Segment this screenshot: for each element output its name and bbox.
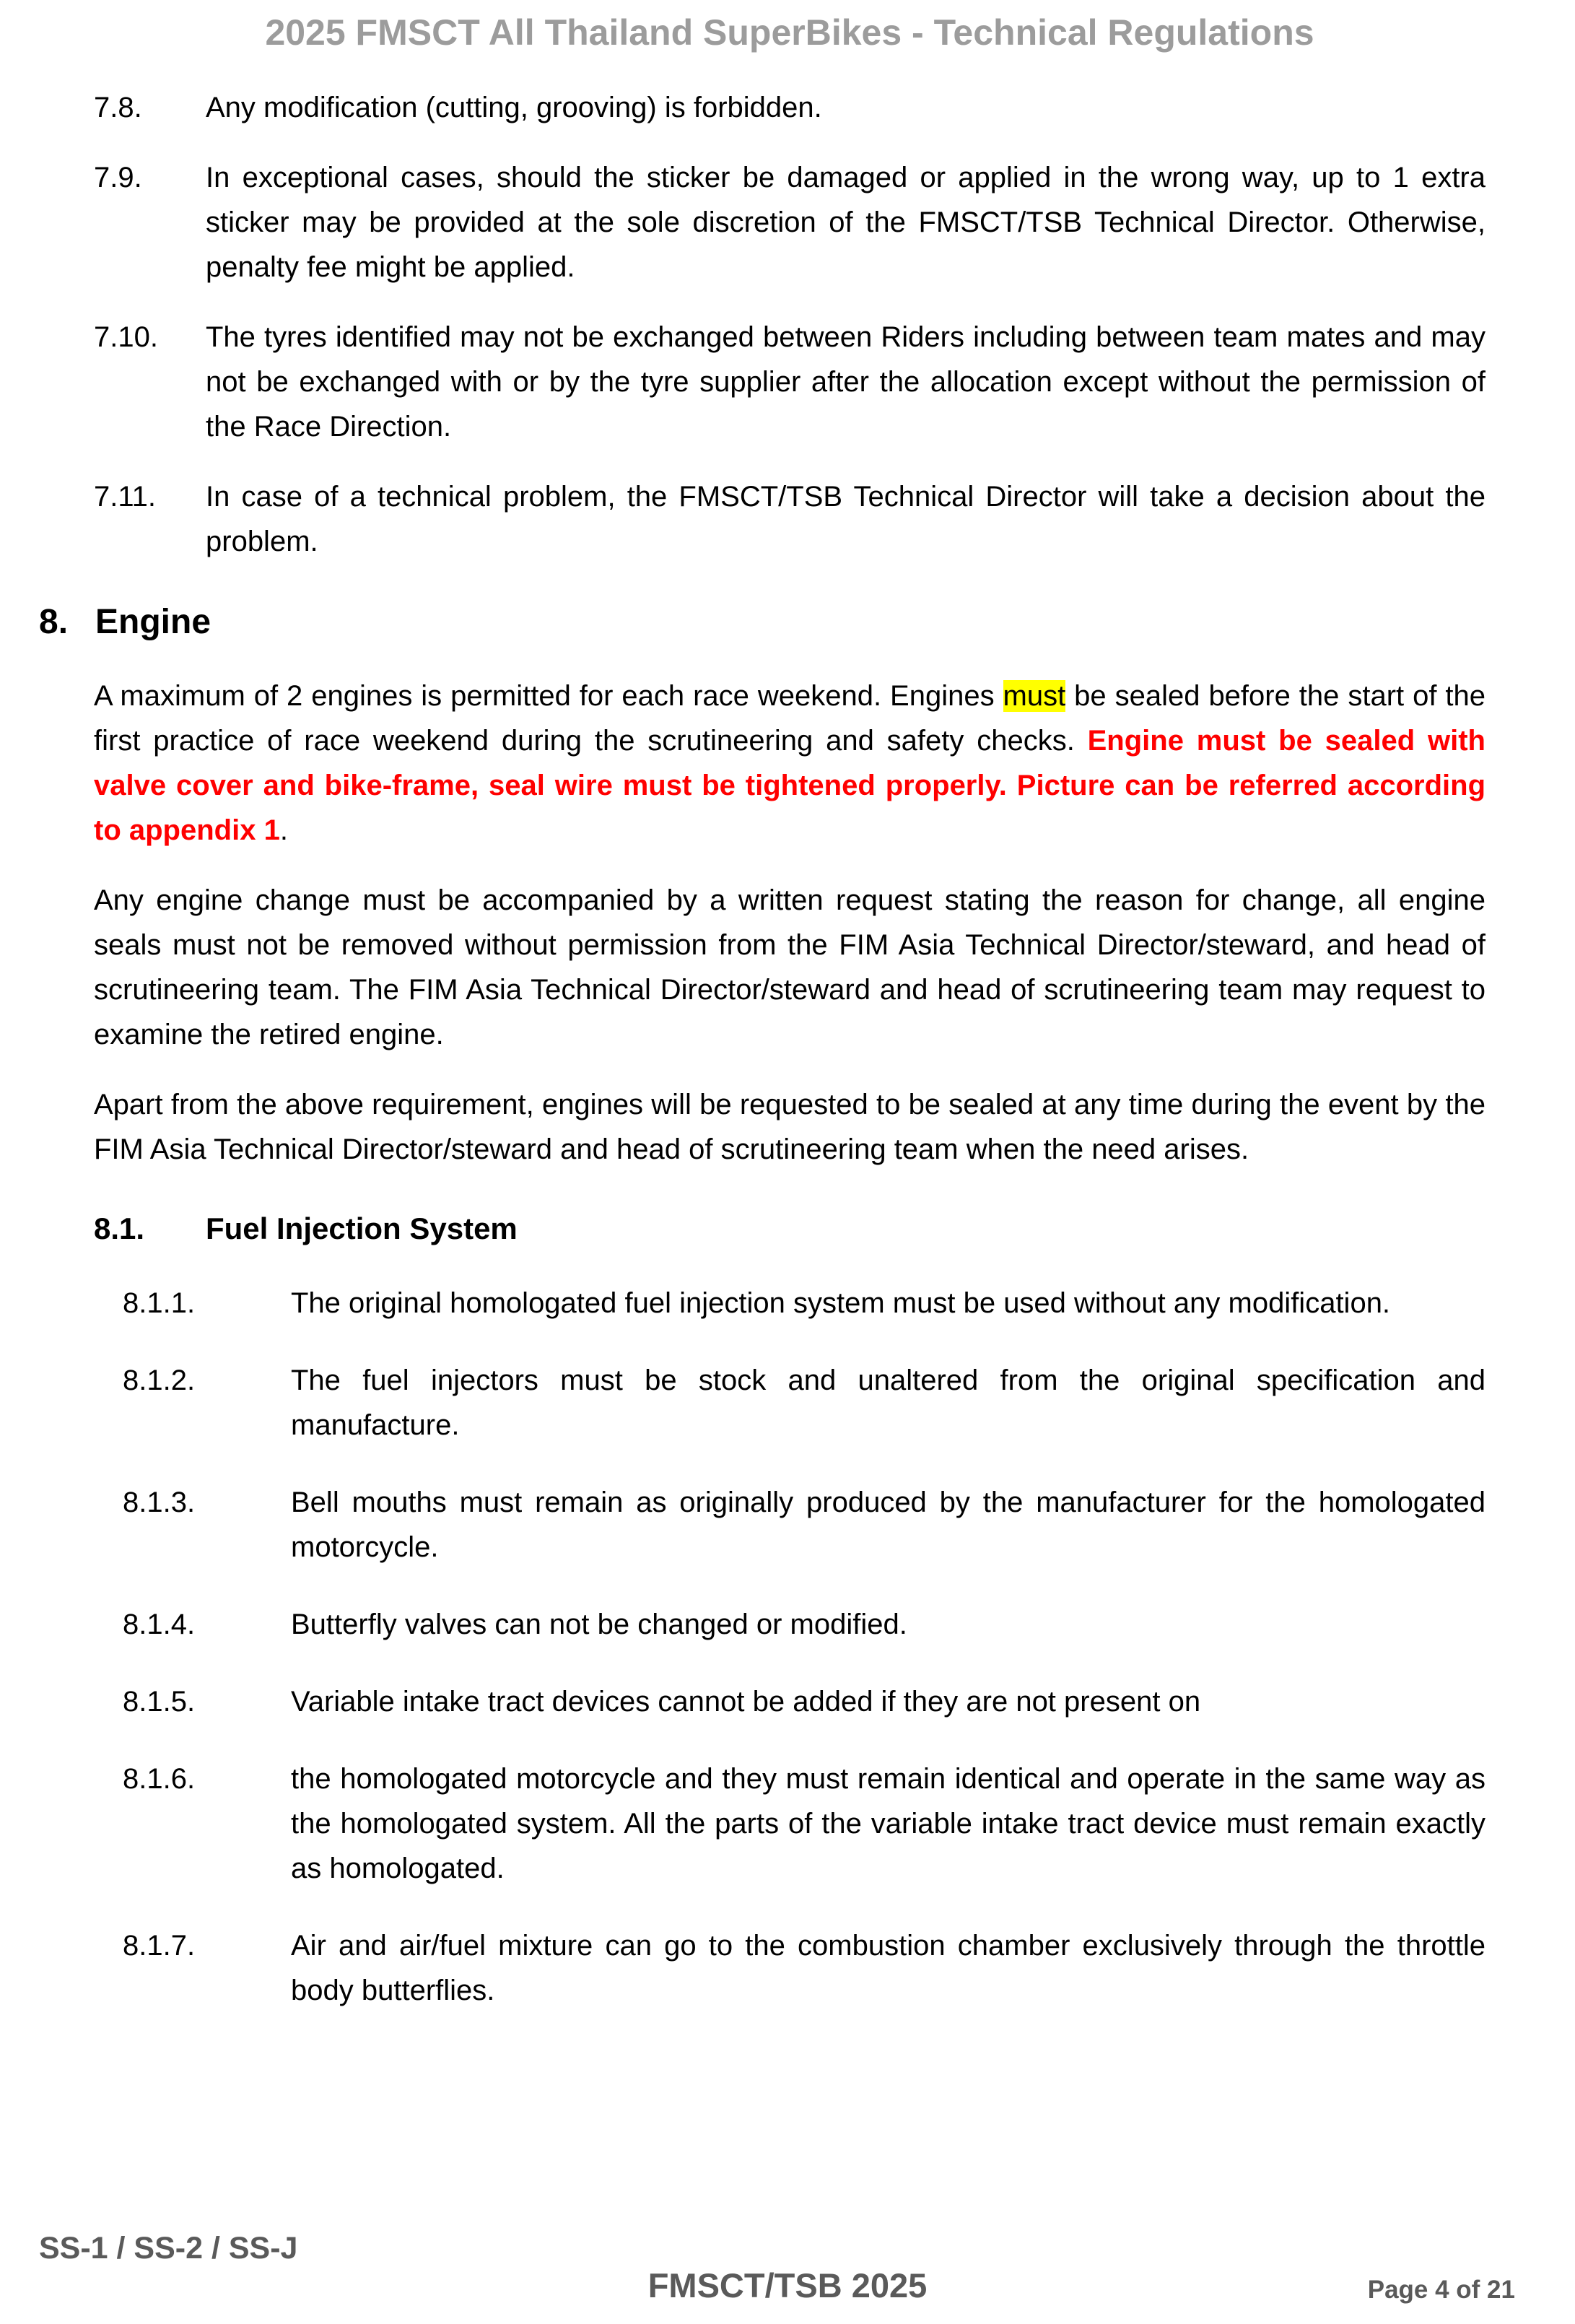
clause-number: 8.1.6. <box>123 1763 196 1795</box>
clause-text: Bell mouths must remain as originally produced by the manufacturer for the homologated motorcycle. <box>291 1487 1485 1563</box>
paragraph-text: . <box>279 814 288 846</box>
clause-8-1-6 <box>123 1757 1485 1891</box>
clause-8-1-7 <box>123 1923 1485 2013</box>
subsection-title: Fuel Injection System <box>206 1211 518 1245</box>
clause-text: Any modification (cutting, grooving) is forbidden. <box>206 92 822 123</box>
clause-number: 7.8. <box>94 92 142 123</box>
clause-8-1-4 <box>123 1602 1485 1647</box>
subsection-number: 8.1. <box>94 1211 145 1245</box>
clause-number: 8.1.5. <box>123 1686 196 1718</box>
clause-7-10 <box>94 315 1485 449</box>
clause-text: The tyres identified may not be exchanged between Riders including between team mates and may not be exchanged with or by the tyre supplier after the allocation except without the permission of the Race Direction. <box>206 321 1485 443</box>
clause-7-8 <box>94 85 1485 130</box>
clause-text: In exceptional cases, should the sticker be damaged or applied in the wrong way, up to 1 extra sticker may be provided at the sole discretion of the FMSCT/TSB Technical Director. Otherwise, penalty fee might be applied. <box>206 162 1485 283</box>
section-number: 8. <box>39 603 69 641</box>
section-8-1-heading <box>94 1206 1485 1252</box>
clause-number: 8.1.7. <box>123 1930 196 1962</box>
clause-number: 7.11. <box>94 481 156 513</box>
section-8-heading <box>39 596 1485 648</box>
clause-number: 8.1.3. <box>123 1487 196 1518</box>
red-emphasis-text: Engine must be sealed with valve cover and bike-frame, seal wire must be tightened properly. Picture can be referred according to appendix 1 <box>94 725 1485 846</box>
clause-8-1-5 <box>123 1679 1485 1724</box>
clause-text: Air and air/fuel mixture can go to the combustion chamber exclusively through the throttle body butterflies. <box>291 1930 1485 2006</box>
clause-text: In case of a technical problem, the FMSCT/TSB Technical Director will take a decision about the problem. <box>206 481 1485 557</box>
clause-8-1-2 <box>123 1358 1485 1448</box>
clause-text: the homologated motorcycle and they must remain identical and operate in the same way as the homologated system. All the parts of the variable intake tract device must remain exactly as homologated. <box>291 1763 1485 1884</box>
engine-paragraph-2: Any engine change must be accompanied by a written request stating the reason for change, all engine seals must not be removed without permission from the FIM Asia Technical Director/steward, and head of scrutineering team. The FIM Asia Technical Director/steward and head of scrutineering team may request to examine the retired engine. <box>94 884 1485 1050</box>
footer-document-id: FMSCT/TSB 2025 <box>647 2266 928 2305</box>
engine-paragraph-1 <box>94 674 1485 853</box>
clause-text: Variable intake tract devices cannot be added if they are not present on <box>291 1686 1201 1718</box>
page-header-title: 2025 FMSCT All Thailand SuperBikes - Technical Regulations <box>265 12 1314 53</box>
footer-class-codes: SS-1 / SS-2 / SS-J <box>39 2231 298 2266</box>
paragraph-text: be sealed before the start of the first practice of race weekend during the scrutineering and safety checks. <box>94 680 1486 757</box>
clause-number: 8.1.2. <box>123 1365 196 1396</box>
clause-number: 8.1.1. <box>123 1287 196 1319</box>
clause-7-11 <box>94 474 1485 564</box>
section-title: Engine <box>95 603 211 641</box>
clause-text: The fuel injectors must be stock and unaltered from the original specification and manufacture. <box>291 1365 1485 1441</box>
clause-number: 7.10. <box>94 321 158 353</box>
highlighted-word: must <box>1003 680 1066 712</box>
engine-paragraph-3: Apart from the above requirement, engines will be requested to be sealed at any time during the event by the FIM Asia Technical Director/steward and head of scrutineering team when the need arises. <box>94 1089 1485 1165</box>
clause-text: The original homologated fuel injection system must be used without any modification. <box>291 1287 1391 1319</box>
clause-number: 7.9. <box>94 162 142 193</box>
clause-number: 8.1.4. <box>123 1609 196 1640</box>
clause-7-9 <box>94 155 1485 290</box>
clause-8-1-1 <box>123 1281 1485 1326</box>
clause-text: Butterfly valves can not be changed or modified. <box>291 1609 907 1640</box>
clause-8-1-3 <box>123 1480 1485 1570</box>
footer-page-number: Page 4 of 21 <box>1367 2276 1515 2304</box>
paragraph-text: A maximum of 2 engines is permitted for each race weekend. Engines <box>94 680 1003 712</box>
